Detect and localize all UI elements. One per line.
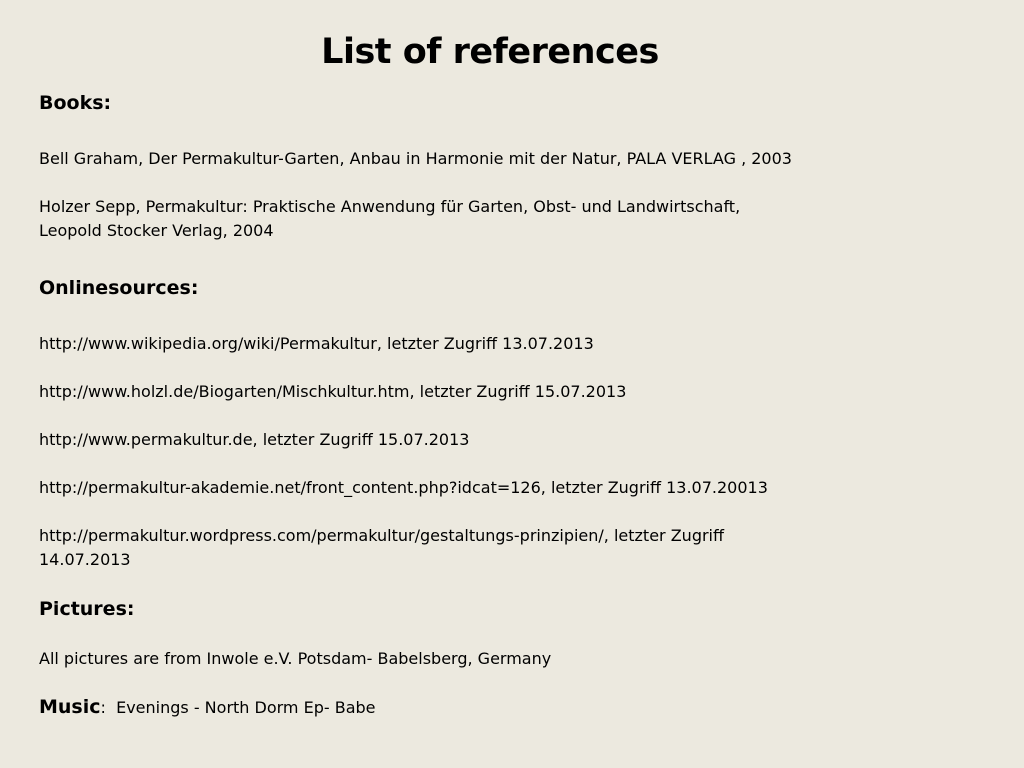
pictures-heading: Pictures: bbox=[39, 598, 135, 620]
online-reference-line: http://www.holzl.de/Biogarten/Mischkultur.htm, letzter Zugriff 15.07.2013 bbox=[39, 382, 627, 401]
music-text: Evenings - North Dorm Ep- Babe bbox=[116, 698, 376, 717]
music-line bbox=[39, 695, 376, 720]
online-reference-line: http://permakultur-akademie.net/front_content.php?idcat=126, letzter Zugriff 13.07.20013 bbox=[39, 478, 768, 497]
online-reference-line: http://www.permakultur.de, letzter Zugriff 15.07.2013 bbox=[39, 430, 470, 449]
online-reference-line: http://permakultur.wordpress.com/permakultur/gestaltungs-prinzipien/, letzter Zugriff bbox=[39, 526, 725, 545]
music-separator: : bbox=[100, 698, 106, 717]
book-reference-line: Leopold Stocker Verlag, 2004 bbox=[39, 221, 274, 240]
online-reference-line: 14.07.2013 bbox=[39, 550, 131, 569]
onlinesources-heading: Onlinesources: bbox=[39, 277, 199, 299]
online-reference-line: http://www.wikipedia.org/wiki/Permakultur, letzter Zugriff 13.07.2013 bbox=[39, 334, 594, 353]
slide-title: List of references bbox=[321, 32, 659, 72]
book-reference-line: Holzer Sepp, Permakultur: Praktische Anwendung für Garten, Obst- und Landwirtschaft, bbox=[39, 197, 741, 216]
books-heading: Books: bbox=[39, 92, 112, 114]
book-reference-line: Bell Graham, Der Permakultur-Garten, Anbau in Harmonie mit der Natur, PALA VERLAG , 2003 bbox=[39, 149, 792, 168]
pictures-text: All pictures are from Inwole e.V. Potsdam- Babelsberg, Germany bbox=[39, 649, 552, 668]
music-label: Music bbox=[39, 696, 101, 718]
